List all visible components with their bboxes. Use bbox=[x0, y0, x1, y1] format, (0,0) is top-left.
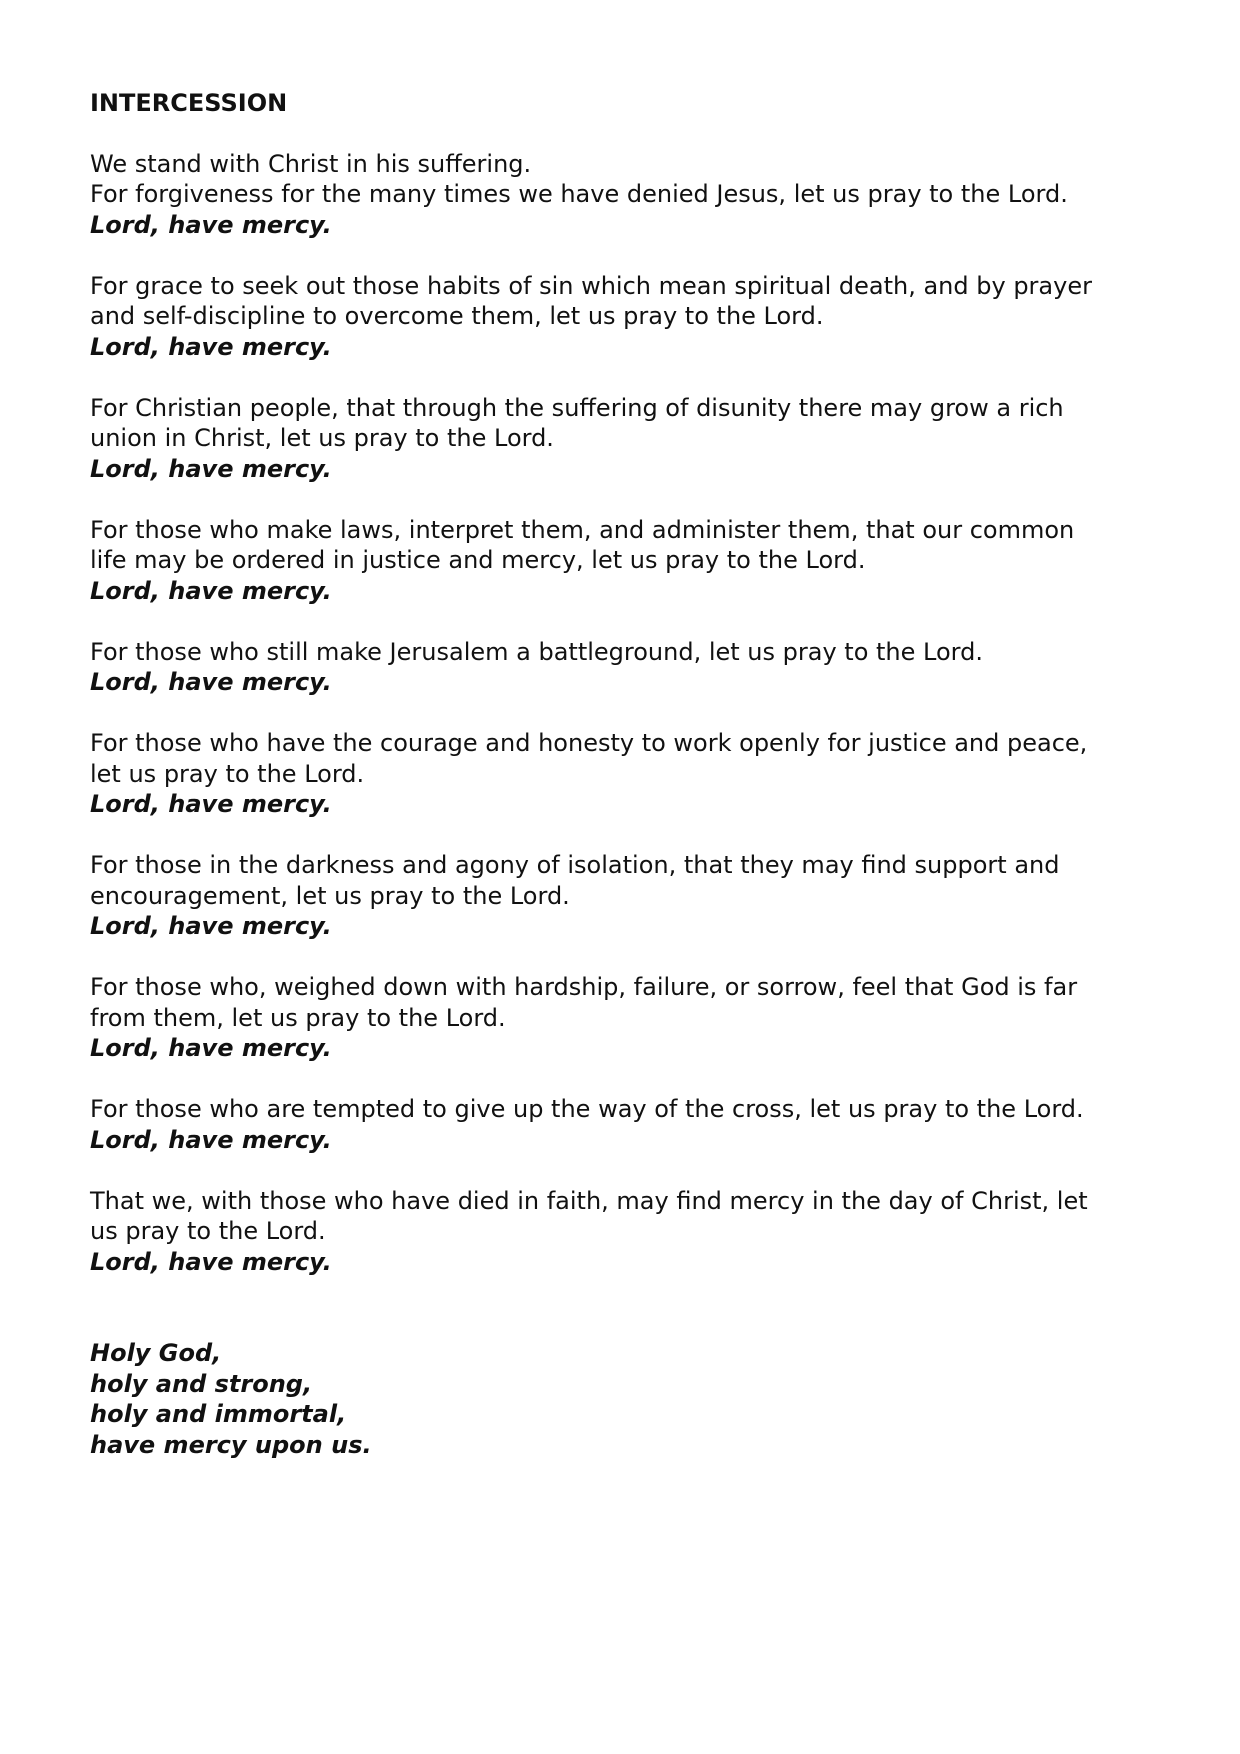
response-line: Lord, have mercy. bbox=[90, 1247, 332, 1276]
petition-text-line: and self-discipline to overcome them, let us pray to the Lord. bbox=[90, 302, 824, 330]
petition-text-line: For those who have the courage and honesty to work openly for justice and peace, bbox=[90, 729, 1088, 757]
petition-text-line: For Christian people, that through the suffering of disunity there may grow a rich bbox=[90, 393, 1064, 422]
petition-10 bbox=[90, 1186, 1170, 1278]
response-line: Lord, have mercy. bbox=[90, 668, 332, 696]
petition-6 bbox=[90, 728, 1170, 820]
petition-text-line: For those who are tempted to give up the way of the cross, let us pray to the Lord. bbox=[90, 1095, 1084, 1123]
petition-text-line: from them, let us pray to the Lord. bbox=[90, 1003, 506, 1032]
response-line: Lord, have mercy. bbox=[90, 790, 332, 818]
petition-text-line: let us pray to the Lord. bbox=[90, 759, 365, 788]
petition-text-line: For those who, weighed down with hardship, failure, or sorrow, feel that God is far bbox=[90, 973, 1078, 1001]
closing-line: have mercy upon us. bbox=[90, 1430, 372, 1459]
section-title: INTERCESSION bbox=[90, 89, 288, 117]
closing-line: Holy God, bbox=[90, 1339, 222, 1367]
response-line: Lord, have mercy. bbox=[90, 210, 332, 239]
petition-text-line: union in Christ, let us pray to the Lord. bbox=[90, 424, 554, 452]
petition-text-line: For those who still make Jerusalem a battleground, let us pray to the Lord. bbox=[90, 637, 983, 666]
response-line: Lord, have mercy. bbox=[90, 1125, 332, 1154]
petition-text-line: For grace to seek out those habits of sin which mean spiritual death, and by prayer bbox=[90, 271, 1092, 300]
petition-5 bbox=[90, 637, 1170, 698]
petition-3 bbox=[90, 393, 1170, 485]
petition-text-line: For those who make laws, interpret them, and administer them, that our common bbox=[90, 515, 1075, 544]
petition-4 bbox=[90, 515, 1170, 607]
petition-text-line: For those in the darkness and agony of isolation, that they may find support and bbox=[90, 851, 1060, 879]
closing-line: holy and immortal, bbox=[90, 1400, 347, 1428]
closing-line: holy and strong, bbox=[90, 1369, 313, 1398]
petition-7 bbox=[90, 850, 1170, 942]
response-line: Lord, have mercy. bbox=[90, 912, 332, 940]
petition-1 bbox=[90, 149, 1170, 241]
response-line: Lord, have mercy. bbox=[90, 576, 332, 605]
petition-text-line: us pray to the Lord. bbox=[90, 1217, 326, 1245]
petition-text-line: life may be ordered in justice and mercy, let us pray to the Lord. bbox=[90, 546, 866, 574]
closing-prayer bbox=[90, 1338, 1170, 1460]
response-line: Lord, have mercy. bbox=[90, 1034, 332, 1062]
response-line: Lord, have mercy. bbox=[90, 332, 332, 361]
petition-2 bbox=[90, 271, 1170, 363]
petition-text-line: We stand with Christ in his suffering. bbox=[90, 149, 532, 178]
petition-text-line: For forgiveness for the many times we have denied Jesus, let us pray to the Lord. bbox=[90, 180, 1068, 208]
petition-9 bbox=[90, 1094, 1170, 1155]
response-line: Lord, have mercy. bbox=[90, 454, 332, 483]
petition-text-line: That we, with those who have died in faith, may find mercy in the day of Christ, let bbox=[90, 1186, 1088, 1215]
petition-text-line: encouragement, let us pray to the Lord. bbox=[90, 881, 570, 910]
document-page bbox=[90, 88, 1170, 1460]
petition-8 bbox=[90, 972, 1170, 1064]
